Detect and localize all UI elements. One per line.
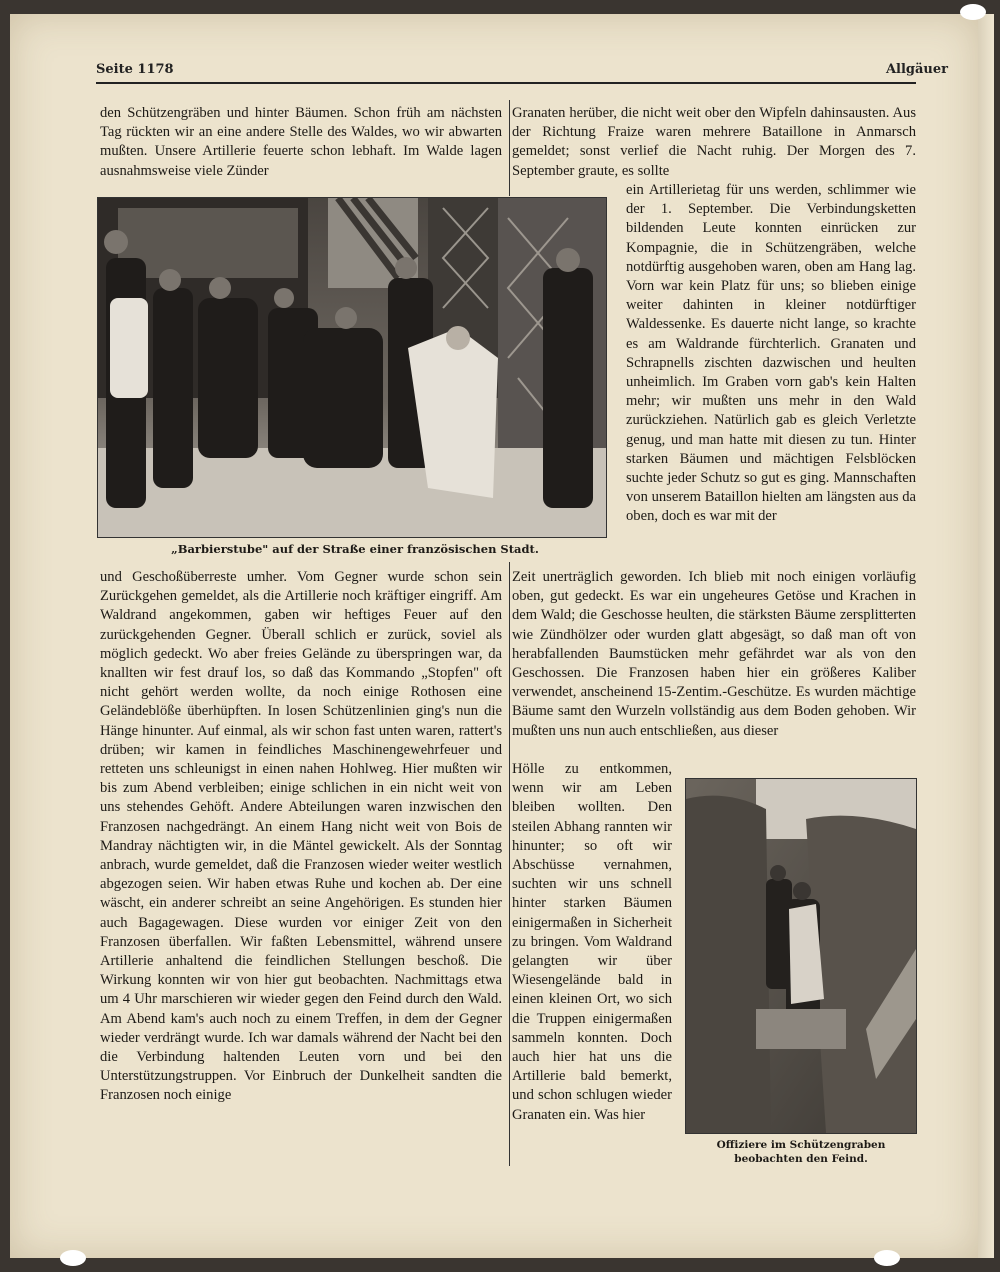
page-edge — [978, 14, 994, 1258]
binding-hole-top — [960, 4, 986, 20]
photo-trench-image — [686, 779, 916, 1133]
photo-barber-caption: „Barbierstube" auf der Straße einer französischen Stadt. — [171, 542, 539, 556]
photo-barber-street — [97, 197, 607, 538]
photo-trench-caption: Offiziere im Schützengraben beobachten den Feind. — [716, 1139, 886, 1165]
binding-hole-bottom-right — [874, 1250, 900, 1266]
column-divider-bottom — [509, 562, 510, 1166]
photo-barber-street-image — [98, 198, 606, 537]
header-rule — [96, 82, 916, 84]
photo-trench — [685, 778, 917, 1134]
text-col2-beside-photo: ein Artillerietag für uns werden, schlimmer wie der 1. September. Die Verbindungsketten bildenden Leute konnten einrücken zur Kompagnie, die in Schützengräben, welche notdürftig ausgehoben waren, oben am Hang lag. Vorn war kein Platz für uns; so blieben einige weiter dahinten in kleiner notdürftiger Waldessenke. Es dauerte nicht lange, so krachte es am Waldrande fürchterlich. Granaten und Schrapnells zischten dazwischen und heulten unheimlich. Im Graben vorn gab's kein Halten mehr; wir mußten uns mehr in den Wald zurückziehen. Natürlich gab es gleich Verletzte genug, und man hatte mit diesen zu tun. Hinter starken Bäumen und mächtigen Felsblöcken suchte jeder Schutz so gut es ging. Mannschaften von unserem Bataillon hielten am längsten aus da oben, doch es war mit der — [626, 182, 916, 525]
text-col1-top: den Schützengräben und hinter Bäumen. Schon früh am nächsten Tag rückten wir an eine andere Stelle des Waldes, wo wir abwarten mußten. Unsere Artillerie feuerte schon lebhaft. Im Walde lagen ausnahmsweise viele Zünder — [100, 105, 502, 179]
journal-title: Allgäuer — [885, 62, 948, 77]
binding-hole-bottom-left — [60, 1250, 86, 1266]
text-col2-top: Granaten herüber, die nicht weit ober den Wipfeln dahinsausten. Aus der Richtung Fraize waren mehrere Bataillone in Anmarsch gemeldet; sonst verlief die Nacht ruhig. Der Morgen des 7. September graute, es sollte — [512, 105, 916, 179]
column-divider-top — [509, 100, 510, 196]
text-col2-mid: Zeit unerträglich geworden. Ich blieb mit noch einigen vorläufig oben, gut gedeckt. Es war ein ungeheures Getöse und Krachen in dem Wald; die Geschosse heulten, die stärksten Bäume zersplitterten wie Zündhölzer oder wurden glatt abgesägt, so daß man oft von herabfallenden Baumstücken mehr gefährdet war als von den Geschossen. Die Franzosen haben hier ein größeres Kaliber verwendet, anscheinend 15-Zentim.-Geschütze. Es wurden mächtige Bäume samt den Wurzeln vollständig aus dem Boden gehoben. Wir mußten uns nun auch entschließen, aus dieser — [512, 569, 916, 739]
text-col1-bottom: und Geschoßüberreste umher. Vom Gegner wurde schon sein Zurückgehen gemeldet, als die Artillerie noch kräftiger eingriff. Am Waldrand angekommen, gaben wir heftiges Feuer auf den zurückgehenden Gegner. Überall schlich er zurück, soviel als möglich gedeckt. Wo aber freies Gelände zu überspringen war, da knallten wir fest drauf los, so daß das Kommando „Stopfen" oft nicht gehört werden wollte, da noch einige Rothosen eine Geländeblöße überhüpften. In losen Schützenlinien ging's nun die Hänge hinunter. Auf einmal, als wir schon fast unten waren, rattert's drüben; wir kamen in feindliches Maschinengewehrfeuer und retteten uns schleunigst in einen nahen Hohlweg. Hier mußten wir bis zum Abend verbleiben; einige schlichen in ein nicht weit von uns stehendes Gehöft. Andere Abteilungen waren inzwischen den Franzosen nachgedrängt. An einem Hang nicht weit von Bois de Mandray nächtigten wir, in die Mäntel gewickelt. Als der Sonntag anbrach, wurde gemeldet, daß die Franzosen wieder weiter westlich abgezogen seien. Wir haben etwas Ruhe und kochen ab. Der eine wäscht, ein anderer schreibt an seine Angehörigen. Es stunden hier auch Bagagewagen. Diese wurden vor einiger Zeit von den Franzosen überfallen. Wir faßten Lebensmittel, während unsere Artillerie anhaltend die feindlichen Stellungen beschoß. Die Wirkung konnten wir von hier gut beobachten. Nachmittags etwa um 4 Uhr marschieren wir wieder gegen den Feind durch den Wald. Am Abend kam's auch noch zu einem Treffen, in dem der Gegner wieder verdrängt wurde. Ich war damals während der Nacht bei den die Verbindung haltenden Leuten vorn und bei den Unterstützungstruppen. Vor Einbruch der Dunkelheit sandten die Franzosen noch einige — [100, 569, 502, 1104]
page-number: Seite 1178 — [96, 62, 174, 77]
text-col2-bottom: Hölle zu entkommen, wenn wir am Leben bleiben wollten. Den steilen Abhang rannten wir hinunter; so oft wir Abschüsse vernahmen, suchten wir uns schnell hinter starken Bäumen einigermaßen in Sicherheit zu bringen. Vom Waldrand gelangten wir über Wiesengelände bald in einen kleinen Ort, wo sich die Truppen einigermaßen sammeln konnten. Doch auch hier hat uns die Artillerie bald bemerkt, und schon schlugen wieder Granaten ein. Was hier — [512, 761, 672, 1123]
